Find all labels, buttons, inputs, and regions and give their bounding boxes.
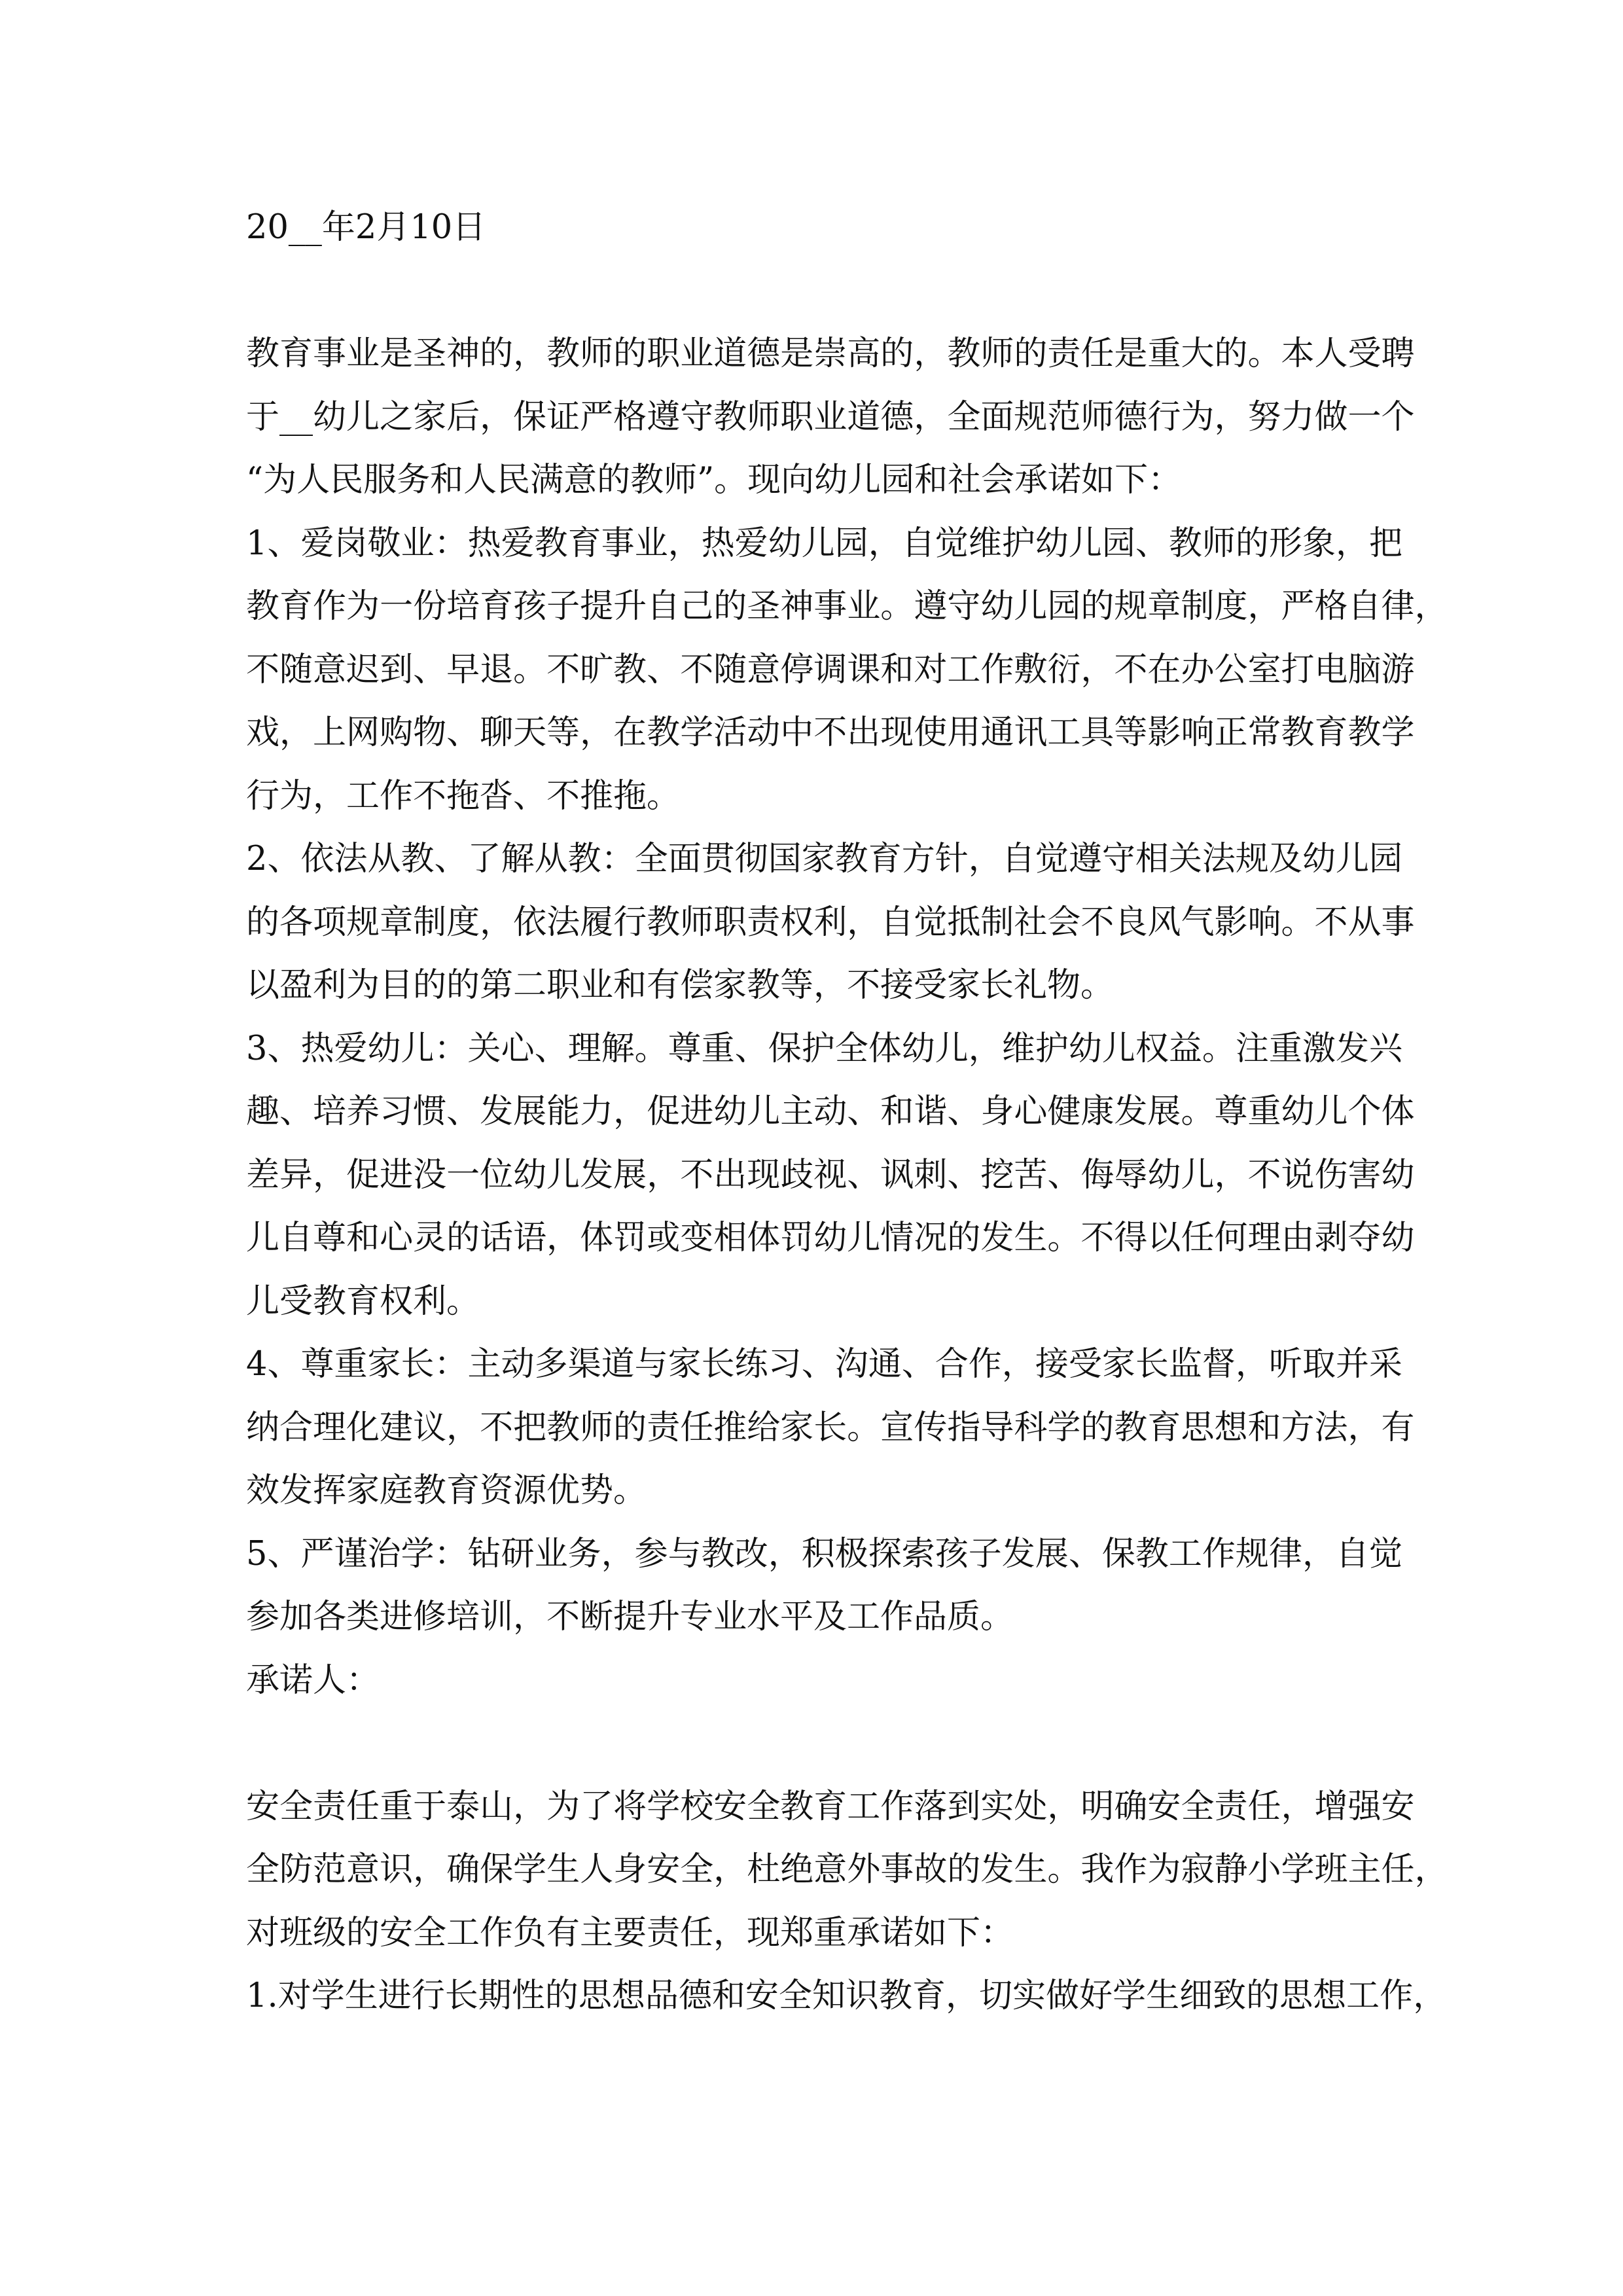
pledge-item-4: [246, 1333, 1415, 1523]
text-line: 全 防 范 意 识 ， 确 保 学 生 人 身 安 全 ， 杜 绝 意 外 事 故 的 发 生 。 我 作 为 寂 静 小 学 班 主 任 ，: [246, 1850, 1448, 1889]
pledge-item-1: [246, 512, 1448, 829]
text-line: 2 、 依 法 从 教 、 了 解 从 教 ： 全 面 贯 彻 国 家 教 育 方 针 ， 自 觉 遵 守 相 关 法 规 及 幼 儿 园: [246, 840, 1402, 878]
text-line: 1 . 对 学 生 进 行 长 期 性 的 思 想 品 德 和 安 全 知 识 教 育 ， 切 实 做 好 学 生 细 致 的 思 想 工 作 ，: [246, 1977, 1447, 2015]
text-line: 安 全 责 任 重 于 泰 山 ， 为 了 将 学 校 安 全 教 育 工 作 落 到 实 处 ， 明 确 安 全 责 任 ， 增 强 安: [246, 1787, 1415, 1826]
safety-item-1: [246, 1965, 1447, 2028]
pledge-item-3: [246, 1018, 1415, 1334]
document-body: [246, 196, 1448, 2028]
text-line: 效发挥家庭教育资源优势。: [246, 1471, 647, 1510]
text-line: 5 、 严 谨 治 学 ： 钻 研 业 务 ， 参 与 教 改 ， 积 极 探 索 孩 子 发 展 、 保 教 工 作 规 律 ， 自 觉: [246, 1534, 1402, 1573]
text-line: 行为，工作不拖沓、不推拖。: [246, 776, 681, 816]
text-line: 1 、 爱 岗 敬 业 ： 热 爱 教 育 事 业 ， 热 爱 幼 儿 园 ， 自 觉 维 护 幼 儿 园 、 教 师 的 形 象 ， 把: [246, 524, 1402, 563]
text-line: 不 随 意 迟 到 、 早 退 。 不 旷 教 、 不 随 意 停 调 课 和 对 工 作 敷 衍 ， 不 在 办 公 室 打 电 脑 游: [246, 650, 1415, 689]
text-line: “为人民服务和人民满意的教师”。现向幼儿园和社会承诺如下：: [246, 461, 1182, 499]
text-line: 的 各 项 规 章 制 度 ， 依 法 履 行 教 师 职 责 权 利 ， 自 觉 抵 制 社 会 不 良 风 气 影 响 。 不 从 事: [246, 903, 1415, 942]
text-line: 于 _ _ 幼 儿 之 家 后 ， 保 证 严 格 遵 守 教 师 职 业 道 德 ， 全 面 规 范 师 德 行 为 ， 努 力 做 一 个: [246, 397, 1415, 437]
text-line: 差 异 ， 促 进 没 一 位 幼 儿 发 展 ， 不 出 现 歧 视 、 讽 刺 、 挖 苦 、 侮 辱 幼 儿 ， 不 说 伤 害 幼: [246, 1155, 1415, 1194]
document-date: 20__年2月10日: [246, 208, 486, 247]
text-line: 趣 、 培 养 习 惯 、 发 展 能 力 ， 促 进 幼 儿 主 动 、 和 谐 、 身 心 健 康 发 展 。 尊 重 幼 儿 个 体: [246, 1092, 1415, 1131]
text-line: 纳 合 理 化 建 议 ， 不 把 教 师 的 责 任 推 给 家 长 。 宣 传 指 导 科 学 的 教 育 思 想 和 方 法 ， 有: [246, 1408, 1415, 1447]
text-line: 戏 ， 上 网 购 物 、 聊 天 等 ， 在 教 学 活 动 中 不 出 现 使 用 通 讯 工 具 等 影 响 正 常 教 育 教 学: [246, 713, 1415, 752]
text-line: 3 、 热 爱 幼 儿 ： 关 心 、 理 解 。 尊 重 、 保 护 全 体 幼 儿 ， 维 护 幼 儿 权 益 。 注 重 激 发 兴: [246, 1029, 1402, 1068]
text-line: 教 育 作 为 一 份 培 育 孩 子 提 升 自 己 的 圣 神 事 业 。 遵 守 幼 儿 园 的 规 章 制 度 ， 严 格 自 律 ，: [246, 587, 1448, 626]
pledge-item-2: [246, 828, 1415, 1018]
text-line: 教 育 事 业 是 圣 神 的 ， 教 师 的 职 业 道 德 是 崇 高 的 ， 教 师 的 责 任 是 重 大 的 。 本 人 受 聘: [246, 334, 1415, 373]
pledge-intro-paragraph: [246, 323, 1415, 512]
spacer: [246, 1712, 1385, 1776]
text-line: 儿受教育权利。: [246, 1282, 480, 1321]
text-line: 参加各类进修培训，不断提升专业水平及工作品质。: [246, 1598, 1014, 1636]
safety-intro-paragraph: [246, 1776, 1448, 1965]
text-line: 4 、 尊 重 家 长 ： 主 动 多 渠 道 与 家 长 练 习 、 沟 通 、 合 作 ， 接 受 家 长 监 督 ， 听 取 并 采: [246, 1345, 1402, 1384]
text-line: 以盈利为目的的第二职业和有偿家教等，不接受家长礼物。: [246, 966, 1115, 1005]
text-line: 儿 自 尊 和 心 灵 的 话 语 ， 体 罚 或 变 相 体 罚 幼 儿 情 况 的 发 生 。 不 得 以 任 何 理 由 剥 夺 幼: [246, 1219, 1415, 1257]
pledge-item-5: [246, 1523, 1402, 1649]
signer-label: 承诺人：: [246, 1660, 380, 1700]
text-line: 对班级的安全工作负有主要责任，现郑重承诺如下：: [246, 1913, 1014, 1952]
spacer: [246, 260, 1385, 323]
